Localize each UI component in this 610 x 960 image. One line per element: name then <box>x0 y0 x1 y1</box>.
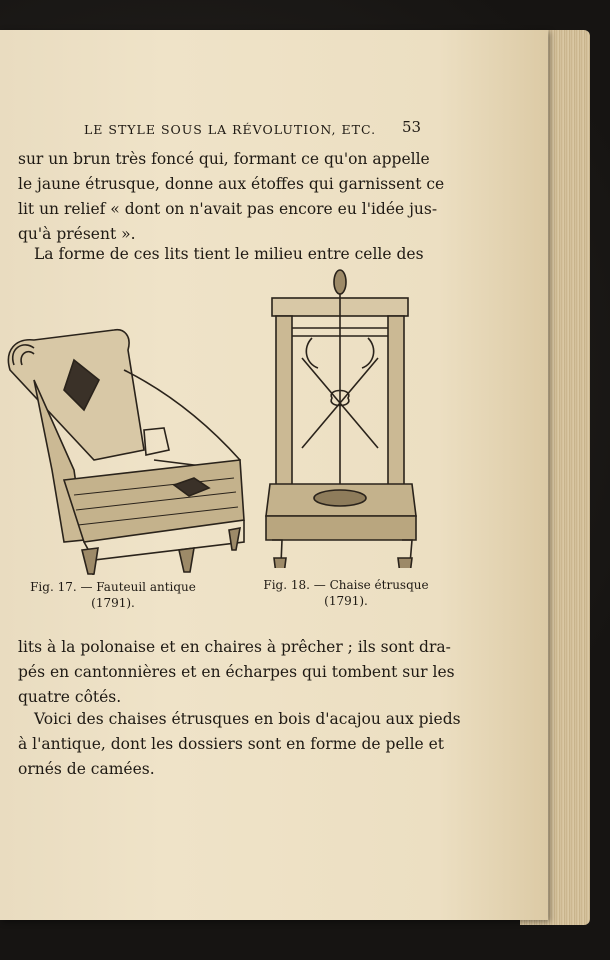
text-line: qu'à présent ». <box>18 225 136 243</box>
running-header: LE STYLE SOUS LA RÉVOLUTION, ETC. <box>84 122 377 137</box>
text-line: Voici des chaises étrusques en bois d'acajou aux pieds <box>34 710 461 728</box>
figure-caption-year: (1791). <box>91 596 135 610</box>
text-line: à l'antique, dont les dossiers sont en forme de pelle et <box>18 735 445 753</box>
text-line: le jaune étrusque, donne aux étoffes qui garnissent ce <box>18 175 445 193</box>
page-number: 53 <box>402 118 422 136</box>
text-line: lit un relief « dont on n'avait pas encore eu l'idée jus- <box>18 200 438 218</box>
armchair-illustration <box>4 310 254 575</box>
figure-caption: Fig. 17. — Fauteuil antique <box>30 580 196 594</box>
text-line: lits à la polonaise et en chaires à prêcher ; ils sont dra- <box>18 638 451 656</box>
book-page <box>0 30 548 920</box>
figure-caption: Fig. 18. — Chaise étrusque <box>263 578 429 592</box>
text-line: quatre côtés. <box>18 688 122 706</box>
text-line: ornés de camées. <box>18 760 155 778</box>
text-line: sur un brun très foncé qui, formant ce qu'on appelle <box>18 150 430 168</box>
figure-caption-year: (1791). <box>324 594 368 608</box>
text-line: pés en cantonnières et en écharpes qui tombent sur les <box>18 663 455 681</box>
chair-illustration <box>262 268 432 568</box>
text-line: La forme de ces lits tient le milieu entre celle des <box>34 245 424 263</box>
